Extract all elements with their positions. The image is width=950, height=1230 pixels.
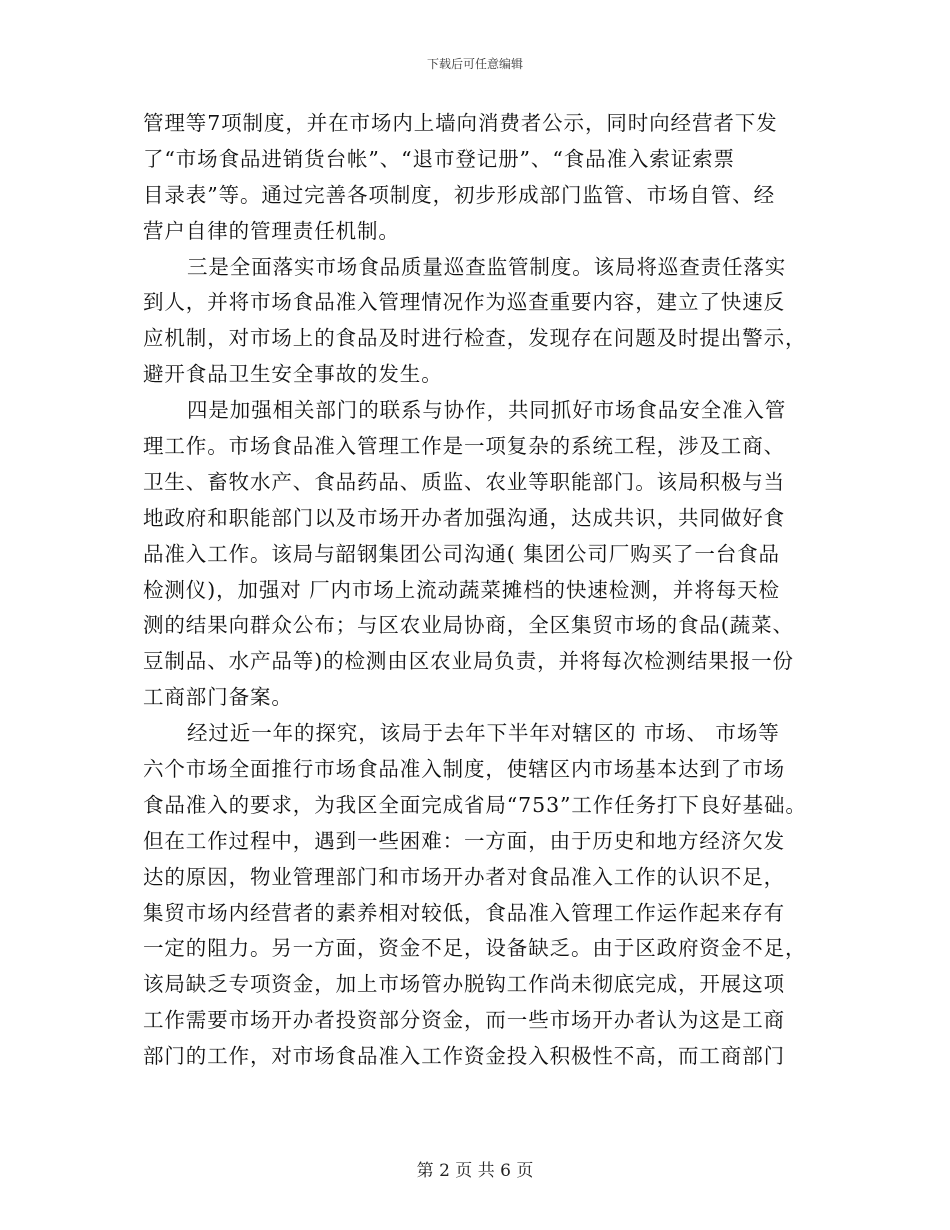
- text-line: 该局缺乏专项资金，加上市场管办脱钩工作尚未彻底完成，开展这项: [143, 972, 785, 997]
- text-line: 食品准入的要求，为我区全面完成省局“753”工作任务打下良好基础。: [143, 792, 807, 817]
- text-line: 工作需要市场开办者投资部分资金，而一些市场开办者认为这是工商: [143, 1008, 785, 1033]
- text-line: 六个市场全面推行市场食品准入制度，使辖区内市场基本达到了市场: [143, 757, 785, 782]
- text-line: 品准入工作。该局与韶钢集团公司沟通( 集团公司厂购买了一台食品: [143, 541, 780, 566]
- paragraph-start-line: 经过近一年的探究，该局于去年下半年对辖区的 市场、 市场等: [187, 721, 780, 746]
- text-line: 目录表”等。通过完善各项制度，初步形成部门监管、市场自管、经: [143, 182, 775, 207]
- page-footer: 第 2 页 共 6 页: [416, 1161, 534, 1181]
- text-line: 但在工作过程中，遇到一些困难：一方面，由于历史和地方经济欠发: [143, 828, 785, 853]
- text-line: 到人，并将市场食品准入管理情况作为巡查重要内容，建立了快速反: [143, 290, 785, 315]
- page-header: 下载后可任意编辑: [426, 57, 523, 71]
- paragraph-start-line: 三是全面落实市场食品质量巡查监管制度。该局将巡查责任落实: [187, 254, 787, 279]
- text-line: 工商部门备案。: [143, 685, 293, 710]
- text-line: 了“市场食品进销货台帐”、“退市登记册”、“食品准入索证索票: [143, 146, 735, 171]
- paragraph-start-line: 四是加强相关部门的联系与协作，共同抓好市场食品安全准入管: [187, 398, 787, 423]
- text-line: 营户自律的管理责任机制。: [143, 218, 400, 243]
- text-line: 理工作。市场食品准入管理工作是一项复杂的系统工程，涉及工商、: [143, 434, 785, 459]
- text-line: 应机制，对市场上的食品及时进行检查，发现存在问题及时提出警示，: [143, 326, 807, 351]
- text-line: 避开食品卫生安全事故的发生。: [143, 362, 443, 387]
- text-line: 达的原因，物业管理部门和市场开办者对食品准入工作的认识不足，: [143, 864, 785, 889]
- text-line: 部门的工作，对市场食品准入工作资金投入积极性不高，而工商部门: [143, 1044, 785, 1069]
- text-line: 测的结果向群众公布；与区农业局协商，全区集贸市场的食品(蔬菜、: [143, 613, 794, 638]
- text-line: 集贸市场内经营者的素养相对较低，食品准入管理工作运作起来存有: [143, 900, 785, 925]
- text-line: 一定的阻力。另一方面，资金不足，设备缺乏。由于区政府资金不足，: [143, 936, 807, 961]
- text-line: 检测仪)，加强对 厂内市场上流动蔬菜摊档的快速检测，并将每天检: [143, 577, 780, 602]
- text-line: 豆制品、水产品等)的检测由区农业局负责，并将每次检测结果报一份: [143, 649, 794, 674]
- text-line: 管理等7项制度，并在市场内上墙向消费者公示，同时向经营者下发: [143, 111, 778, 135]
- text-line: 地政府和职能部门以及市场开办者加强沟通，达成共识，共同做好食: [143, 505, 785, 530]
- document-body: [143, 106, 811, 1075]
- text-line: 卫生、畜牧水产、食品药品、质监、农业等职能部门。该局积极与当: [143, 469, 785, 494]
